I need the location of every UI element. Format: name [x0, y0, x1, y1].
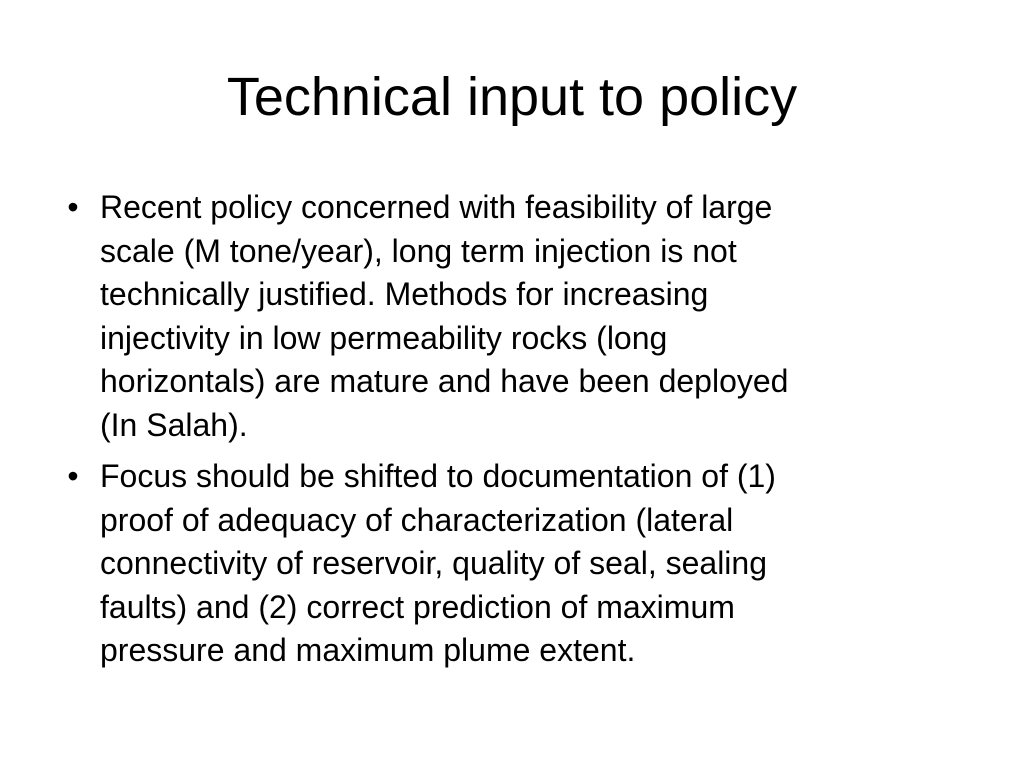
bullet-text-line: Recent policy concerned with feasibility of large: [100, 189, 773, 225]
bullet-item: [58, 455, 978, 673]
bullet-item: [58, 186, 978, 447]
slide-title: Technical input to policy: [226, 67, 798, 127]
bullet-text-line: connectivity of reservoir, quality of seal, sealing: [100, 545, 767, 581]
bullet-text-line: horizontals) are mature and have been deployed: [100, 363, 789, 399]
bullet-text-line: injectivity in low permeability rocks (long: [100, 319, 668, 356]
bullet-list: [58, 186, 978, 681]
bullet-text-line: faults) and (2) correct prediction of maximum: [100, 588, 735, 625]
bullet-text-line: Focus should be shifted to documentation of (1): [100, 458, 776, 494]
bullet-text-line: scale (M tone/year), long term injection is not: [100, 232, 737, 269]
bullet-marker: •: [67, 458, 79, 494]
bullet-text-line: technically justified. Methods for increasing: [100, 276, 709, 312]
bullet-text-line: proof of adequacy of characterization (lateral: [100, 501, 734, 538]
bullet-text-line: (In Salah).: [100, 406, 248, 443]
bullet-marker: •: [67, 189, 79, 225]
bullet-text-line: pressure and maximum plume extent.: [100, 632, 636, 668]
